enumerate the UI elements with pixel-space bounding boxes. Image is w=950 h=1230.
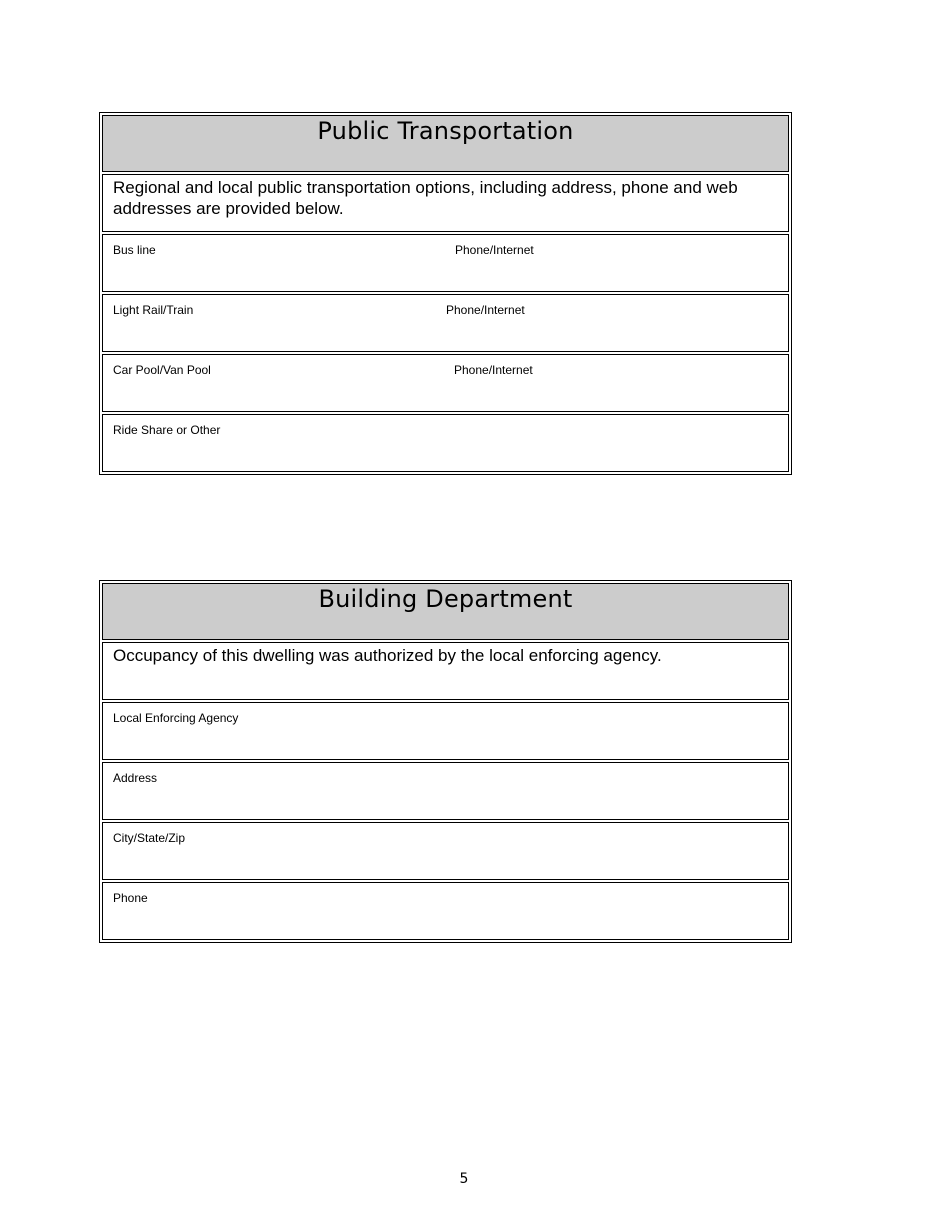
building-department-intro: Occupancy of this dwelling was authorized by the local enforcing agency. [102, 642, 789, 700]
bus-line-label: Bus line [113, 243, 156, 257]
city-state-zip-field[interactable] [102, 822, 789, 880]
light-rail-field[interactable] [102, 294, 789, 352]
public-transportation-table [99, 112, 792, 475]
public-transportation-intro: Regional and local public transportation options, including address, phone and web addresses are provided below. [102, 174, 789, 232]
city-state-zip-label: City/State/Zip [113, 831, 186, 845]
public-transportation-header [102, 115, 789, 172]
address-field[interactable] [102, 762, 789, 820]
address-label: Address [113, 771, 158, 785]
local-enforcing-agency-label: Local Enforcing Agency [113, 711, 239, 725]
phone-label: Phone [113, 891, 148, 905]
bus-line-field[interactable] [102, 234, 789, 292]
light-rail-phone-label: Phone/Internet [446, 303, 525, 317]
car-pool-field[interactable] [102, 354, 789, 412]
building-department-header [102, 583, 789, 640]
building-department-title: Building Department [318, 585, 573, 613]
phone-field[interactable] [102, 882, 789, 940]
bus-line-phone-label: Phone/Internet [455, 243, 534, 257]
car-pool-phone-label: Phone/Internet [454, 363, 533, 377]
light-rail-label: Light Rail/Train [113, 303, 194, 317]
building-department-table [99, 580, 792, 943]
ride-share-field[interactable] [102, 414, 789, 472]
local-enforcing-agency-field[interactable] [102, 702, 789, 760]
public-transportation-title: Public Transportation [317, 117, 574, 145]
ride-share-label: Ride Share or Other [113, 423, 221, 437]
page-number: 5 [459, 1171, 469, 1187]
car-pool-label: Car Pool/Van Pool [113, 363, 211, 377]
